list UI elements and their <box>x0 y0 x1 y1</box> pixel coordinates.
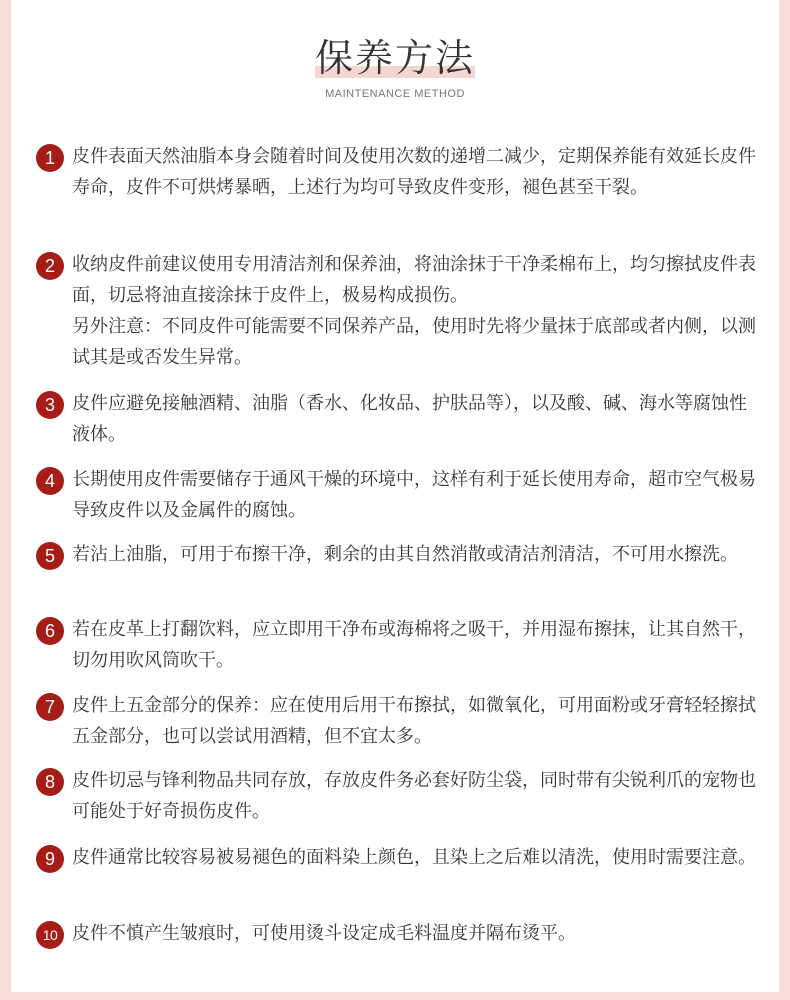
content-page <box>11 0 779 992</box>
item-number-badge: 1 <box>36 144 64 172</box>
page-title <box>315 34 475 82</box>
item-paragraph: 若沾上油脂，可用于布擦干净，剩余的由其自然消散或清洁剂清洁，不可用水擦洗。 <box>72 544 738 565</box>
item-paragraph: 另外注意：不同皮件可能需要不同保养产品，使用时先将少量抹于底部或者内侧，以测试其是或否发生异常。 <box>72 316 756 368</box>
list-item <box>36 141 756 203</box>
item-text <box>72 388 756 450</box>
item-text <box>72 614 756 676</box>
item-text <box>72 464 756 526</box>
list-item <box>36 464 756 526</box>
item-text <box>72 690 756 752</box>
list-item <box>36 765 756 827</box>
title-block <box>11 34 779 82</box>
item-number-badge: 4 <box>36 467 64 495</box>
list-item <box>36 249 756 373</box>
item-number-badge: 10 <box>36 921 64 949</box>
list-item <box>36 842 756 873</box>
item-text <box>72 249 756 373</box>
item-paragraph: 皮件不慎产生皱痕时，可使用烫斗设定成毛料温度并隔布烫平。 <box>72 923 576 944</box>
page-subtitle: MAINTENANCE METHOD <box>325 88 465 100</box>
item-text <box>72 765 756 827</box>
item-paragraph: 皮件表面天然油脂本身会随着时间及使用次数的递增二减少，定期保养能有效延长皮件寿命，皮件不可烘烤暴晒，上述行为均可导致皮件变形，褪色甚至干裂。 <box>72 146 756 198</box>
item-text <box>72 141 756 203</box>
item-paragraph: 收纳皮件前建议使用专用清洁剂和保养油，将油涂抹于干净柔棉布上，均匀擦拭皮件表面，切忌将油直接涂抹于皮件上，极易构成损伤。 <box>72 254 756 306</box>
item-number-badge: 6 <box>36 617 64 645</box>
item-paragraph: 皮件切忌与锋利物品共同存放，存放皮件务必套好防尘袋，同时带有尖锐利爪的宠物也可能处于好奇损伤皮件。 <box>72 770 756 822</box>
item-number-badge: 3 <box>36 391 64 419</box>
list-item <box>36 614 756 676</box>
item-number-badge: 9 <box>36 845 64 873</box>
item-number-badge: 2 <box>36 252 64 280</box>
list-item <box>36 539 756 570</box>
item-paragraph: 若在皮革上打翻饮料，应立即用干净布或海棉将之吸干，并用湿布擦抹，让其自然干，切勿用吹风筒吹干。 <box>72 619 756 671</box>
item-number-badge: 7 <box>36 693 64 721</box>
item-paragraph: 皮件应避免接触酒精、油脂（香水、化妆品、护肤品等），以及酸、碱、海水等腐蚀性液体。 <box>72 393 747 445</box>
item-paragraph: 皮件通常比较容易被易褪色的面料染上颜色，且染上之后难以清洗，使用时需要注意。 <box>72 847 756 868</box>
item-paragraph: 长期使用皮件需要储存于通风干燥的环境中，这样有利于延长使用寿命，超市空气极易导致皮件以及金属件的腐蚀。 <box>72 469 756 521</box>
item-number-badge: 5 <box>36 542 64 570</box>
page-title-text: 保养方法 <box>314 36 475 80</box>
item-paragraph: 皮件上五金部分的保养：应在使用后用干布擦拭，如微氧化，可用面粉或牙膏轻轻擦拭五金部分，也可以尝试用酒精，但不宜太多。 <box>72 695 756 747</box>
list-item <box>36 918 756 949</box>
item-number-badge: 8 <box>36 768 64 796</box>
item-text <box>72 918 756 949</box>
item-text <box>72 539 756 570</box>
list-item <box>36 690 756 752</box>
item-text <box>72 842 756 873</box>
list-item <box>36 388 756 450</box>
